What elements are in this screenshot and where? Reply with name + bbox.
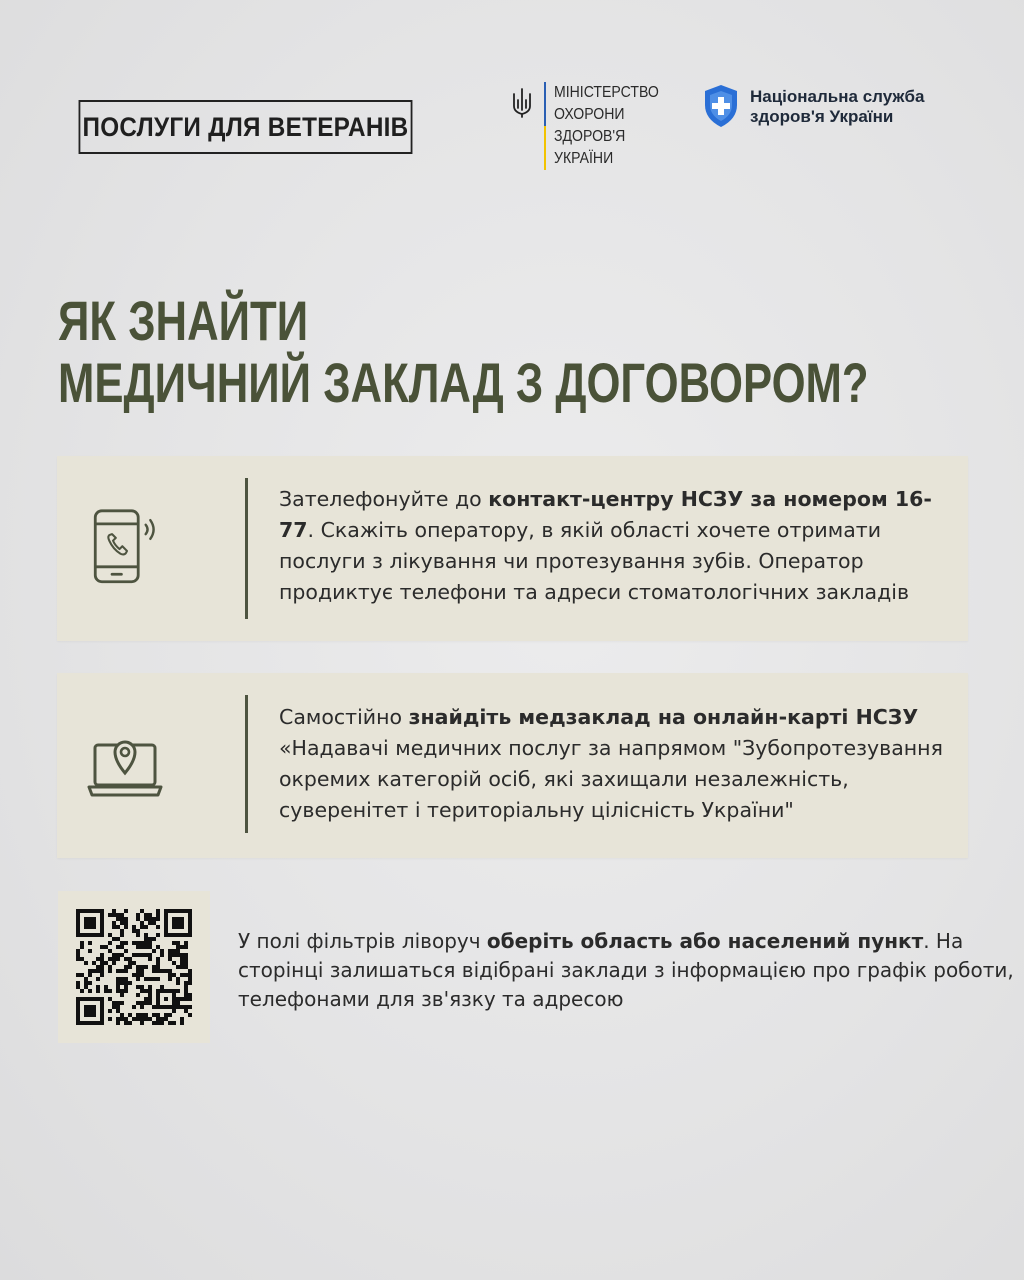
- nhs-name: [750, 87, 924, 127]
- phone-call-icon: [87, 508, 167, 592]
- nhs-line: здоров'я України: [750, 107, 894, 126]
- qr-code-icon[interactable]: [76, 909, 192, 1025]
- qr-text-intro: У полі фільтрів ліворуч: [238, 929, 487, 953]
- card-text-rest: «Надавачі медичних послуг за напрямом "Зубопротезування окремих категорій осіб, які захищали незалежність, суверенітет і територіальну цілісність України": [279, 736, 943, 822]
- title-line-1: ЯК ЗНАЙТИ: [58, 289, 309, 352]
- ministry-line: УКРАЇНИ: [554, 150, 614, 167]
- phone-card: [57, 456, 968, 641]
- ministry-flag-bar: [544, 82, 546, 170]
- map-card: [57, 673, 968, 858]
- qr-text-bold: оберіть область або населений пункт: [486, 929, 924, 953]
- nhs-shield-icon: [702, 83, 740, 129]
- card-text-rest: . Скажіть оператору, в якій області хочете отримати послуги з лікування чи протезування зубів. Оператор продиктує телефони та адреси стоматологічних закладів: [279, 518, 910, 604]
- card-divider: [245, 695, 248, 833]
- card-text-bold: контакт-центру НСЗУ за номером 16-77: [279, 487, 932, 542]
- card-divider: [245, 478, 248, 619]
- nhs-logo: [702, 83, 924, 129]
- qr-text-rest: . На сторінці залишаться відібрані заклади з інформацією про графік роботи, телефонами для зв'язку та адресою: [238, 929, 1014, 1011]
- nhs-line: Національна служба: [750, 87, 925, 106]
- trident-icon: [510, 88, 534, 118]
- ministry-line: ОХОРОНИ: [554, 106, 625, 123]
- qr-instructions: [238, 927, 1024, 1014]
- laptop-location-icon: [87, 731, 163, 801]
- map-card-text: [279, 702, 948, 826]
- ministry-line: МІНІСТЕРСТВО: [554, 84, 659, 101]
- category-tag: ПОСЛУГИ ДЛЯ ВЕТЕРАНІВ: [79, 100, 413, 154]
- ministry-logo: [510, 82, 673, 170]
- card-text-intro: Самостійно: [279, 705, 409, 729]
- card-text-intro: Зателефонуйте до: [279, 487, 489, 511]
- title-line-2: МЕДИЧНИЙ ЗАКЛАД З ДОГОВОРОМ?: [58, 351, 869, 414]
- ministry-line: ЗДОРОВ'Я: [554, 128, 626, 145]
- page-title: [58, 290, 869, 414]
- phone-card-text: [279, 484, 948, 608]
- card-text-bold: знайдіть медзаклад на онлайн-карті НСЗУ: [408, 705, 919, 729]
- qr-code-box[interactable]: [58, 891, 210, 1043]
- ministry-name: [554, 82, 659, 170]
